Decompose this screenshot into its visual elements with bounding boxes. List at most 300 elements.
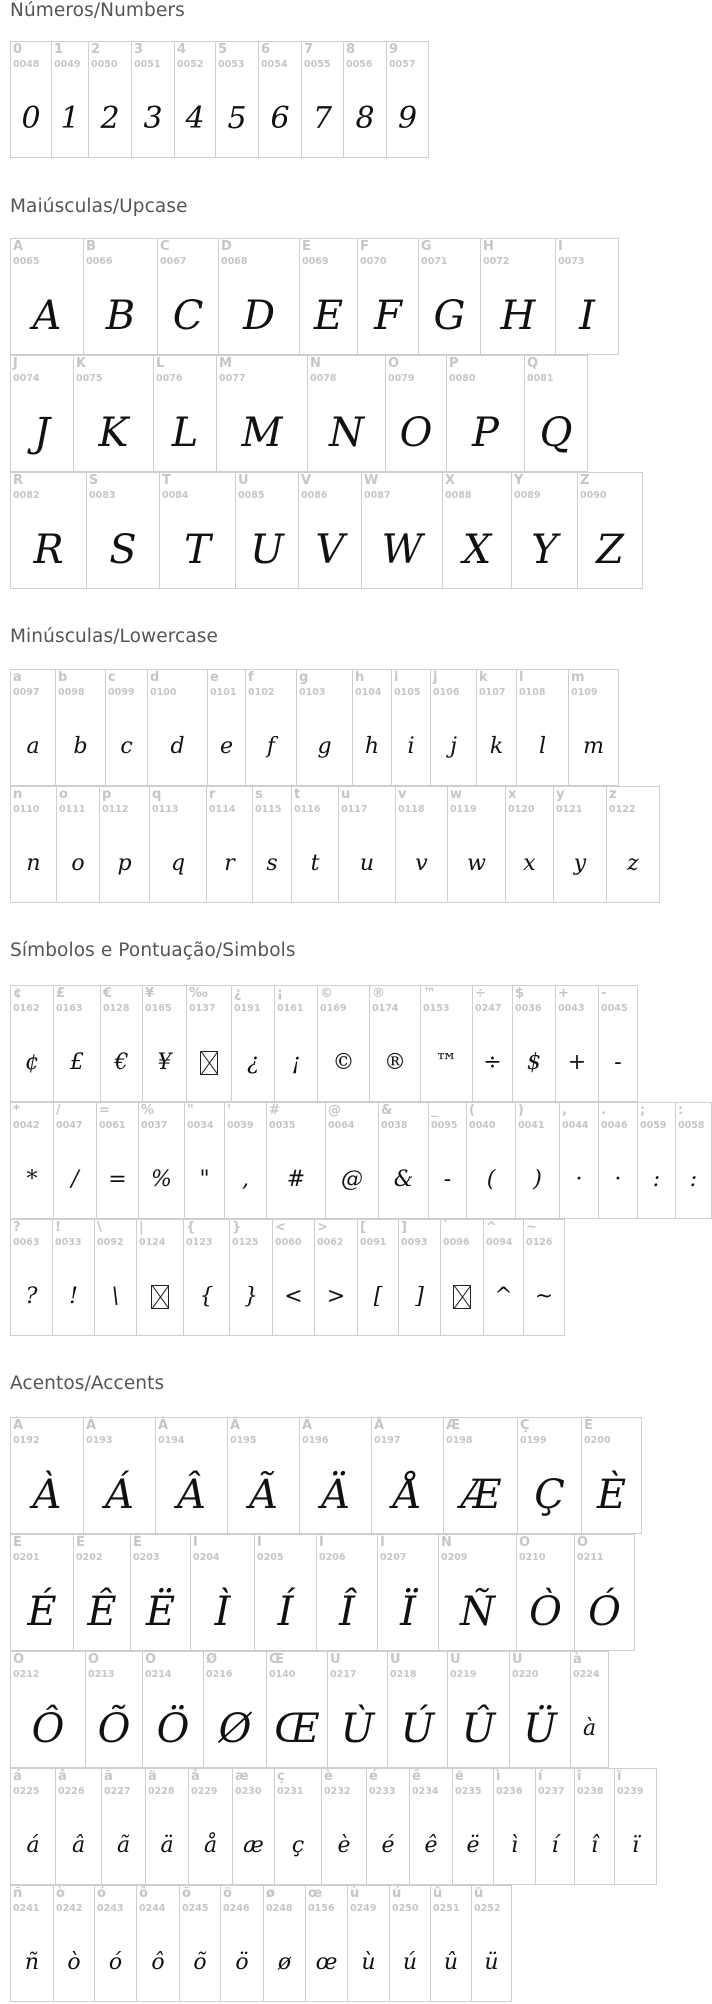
- character-code: 0195: [230, 1435, 257, 1446]
- character-code: 0237: [538, 1786, 565, 1797]
- character-code: 0113: [152, 804, 179, 815]
- glyph-cell: [153, 355, 217, 472]
- glyph-cell: [307, 355, 386, 472]
- character-code: 0137: [189, 1003, 216, 1014]
- character-code: 0076: [156, 373, 183, 384]
- glyph-preview: ç: [291, 1833, 305, 1858]
- character-label: â: [58, 1769, 67, 1784]
- character-label: d: [150, 670, 160, 685]
- glyph-preview: ": [199, 1167, 210, 1192]
- glyph-preview: ã: [116, 1833, 131, 1858]
- character-label: Ä: [302, 1418, 313, 1433]
- character-label: 9: [389, 42, 399, 57]
- glyph-preview: v: [415, 851, 428, 876]
- character-label: .: [601, 1103, 606, 1118]
- glyph-cell: [523, 1219, 565, 1336]
- glyph-cell: [553, 786, 607, 903]
- glyph-cell: [131, 41, 175, 158]
- character-label: ¡: [277, 986, 283, 1001]
- glyph-preview: c: [120, 734, 133, 759]
- character-label: k: [479, 670, 488, 685]
- character-code: 0085: [238, 490, 265, 501]
- glyph-preview: h: [364, 734, 380, 759]
- glyph-preview: U: [250, 526, 284, 573]
- character-code: 0197: [374, 1435, 401, 1446]
- glyph-cell: [559, 1102, 599, 1219]
- glyph-cell: [157, 238, 219, 355]
- glyph-cell: [472, 985, 513, 1102]
- glyph-cell: [637, 1102, 676, 1219]
- character-label: ¢: [13, 986, 23, 1001]
- character-code: 0037: [141, 1120, 168, 1131]
- character-label: @: [328, 1103, 341, 1118]
- glyph-cell: [357, 1219, 399, 1336]
- character-code: 0111: [59, 804, 86, 815]
- character-label: /: [56, 1103, 61, 1118]
- glyph-preview: ~: [534, 1284, 554, 1309]
- character-code: 0073: [558, 256, 585, 267]
- character-label: à: [573, 1652, 582, 1667]
- glyph-cell: [570, 1651, 609, 1768]
- glyph-preview: Ø: [218, 1705, 252, 1752]
- glyph-preview: 1: [60, 101, 80, 136]
- glyph-preview: ö: [235, 1950, 249, 1975]
- glyph-preview: ®: [384, 1050, 406, 1075]
- character-label: Ô: [13, 1652, 25, 1667]
- glyph-cell: [398, 1219, 441, 1336]
- character-label: Ò: [519, 1535, 531, 1550]
- character-code: 0241: [13, 1903, 40, 1914]
- glyph-row: [10, 238, 618, 355]
- character-label: Û: [450, 1652, 461, 1667]
- glyph-preview: j: [450, 734, 457, 759]
- character-code: 0087: [364, 490, 391, 501]
- glyph-preview: ú: [402, 1950, 418, 1975]
- glyph-preview: (: [486, 1167, 496, 1192]
- character-code: 0060: [275, 1237, 302, 1248]
- character-code: 0225: [13, 1786, 40, 1797]
- character-code: 0202: [76, 1552, 103, 1563]
- glyph-cell: [183, 1219, 230, 1336]
- character-label: I: [558, 239, 563, 254]
- glyph-preview: T: [184, 526, 211, 573]
- character-code: 0174: [372, 1003, 399, 1014]
- section-title: Acentos/Accents: [10, 1373, 165, 1394]
- character-code: 0191: [234, 1003, 261, 1014]
- glyph-cell: [105, 669, 148, 786]
- glyph-cell: [524, 355, 588, 472]
- character-code: 0097: [13, 687, 40, 698]
- character-label: J: [13, 356, 18, 371]
- character-code: 0066: [86, 256, 113, 267]
- character-label: %: [141, 1103, 155, 1118]
- glyph-preview: 2: [100, 101, 120, 136]
- glyph-preview: :: [689, 1167, 698, 1192]
- glyph-cell: [10, 1417, 84, 1534]
- character-code: 0140: [269, 1669, 296, 1680]
- glyph-cell: [207, 669, 246, 786]
- character-label: û: [433, 1886, 443, 1901]
- character-label: W: [364, 473, 379, 488]
- glyph-cell: [138, 1102, 185, 1219]
- glyph-row: [10, 1219, 564, 1336]
- glyph-preview: ó: [108, 1950, 123, 1975]
- glyph-cell: [325, 1102, 379, 1219]
- character-label: H: [483, 239, 494, 254]
- character-code: 0227: [104, 1786, 131, 1797]
- character-label: ù: [350, 1886, 360, 1901]
- character-code: 0239: [617, 1786, 644, 1797]
- character-label: Ì: [193, 1535, 198, 1550]
- character-code: 0214: [145, 1669, 172, 1680]
- glyph-cell: [483, 1219, 524, 1336]
- character-label: |: [139, 1220, 144, 1235]
- character-label: ñ: [13, 1886, 23, 1901]
- character-label: É: [13, 1535, 22, 1550]
- character-code: 0218: [390, 1669, 417, 1680]
- glyph-preview: I: [579, 292, 595, 339]
- glyph-preview: ê: [424, 1833, 438, 1858]
- character-label: B: [86, 239, 96, 254]
- glyph-cell: [136, 1885, 180, 2002]
- character-label: 5: [218, 42, 228, 57]
- glyph-cell: [10, 472, 87, 589]
- glyph-cell: [55, 669, 106, 786]
- glyph-preview: õ: [193, 1950, 207, 1975]
- character-label: á: [13, 1769, 22, 1784]
- character-code: 0209: [441, 1552, 468, 1563]
- character-code: 0196: [302, 1435, 329, 1446]
- character-code: 0193: [86, 1435, 113, 1446]
- character-label: X: [445, 473, 456, 488]
- character-label: Ø: [206, 1652, 218, 1667]
- glyph-cell: [130, 1534, 191, 1651]
- character-code: 0200: [584, 1435, 611, 1446]
- glyph-preview: H: [500, 292, 536, 339]
- character-code: 0071: [421, 256, 448, 267]
- glyph-preview: Ä: [321, 1471, 350, 1518]
- character-code: 0125: [232, 1237, 259, 1248]
- character-code: 0163: [56, 1003, 83, 1014]
- character-code: 0045: [601, 1003, 628, 1014]
- glyph-cell: [675, 1102, 712, 1219]
- character-label: ô: [139, 1886, 148, 1901]
- glyph-cell: [83, 238, 158, 355]
- character-label: f: [248, 670, 254, 685]
- glyph-preview: Ñ: [460, 1588, 495, 1635]
- glyph-preview: Ï: [400, 1588, 416, 1635]
- glyph-preview: ™: [435, 1050, 458, 1075]
- character-code: 0244: [139, 1903, 166, 1914]
- character-label: ä: [148, 1769, 157, 1784]
- character-label: b: [58, 670, 68, 685]
- glyph-row: [10, 1768, 656, 1885]
- glyph-cell: [53, 1102, 97, 1219]
- glyph-preview: ¡: [291, 1050, 301, 1075]
- glyph-preview: =: [108, 1167, 127, 1192]
- glyph-preview: i: [407, 734, 415, 759]
- glyph-preview: M: [241, 409, 283, 456]
- glyph-cell: [452, 1768, 494, 1885]
- character-label: ú: [392, 1886, 402, 1901]
- character-code: 0101: [210, 687, 237, 698]
- glyph-preview: q: [170, 851, 186, 876]
- character-label: €: [103, 986, 113, 1001]
- character-label: 2: [91, 42, 101, 57]
- glyph-cell: [606, 786, 660, 903]
- character-code: 0055: [304, 59, 331, 70]
- glyph-preview: -: [614, 1050, 622, 1075]
- character-code: 0126: [526, 1237, 553, 1248]
- character-label: q: [152, 787, 162, 802]
- glyph-preview: [441, 1258, 483, 1335]
- glyph-cell: [272, 1219, 315, 1336]
- glyph-cell: [291, 786, 339, 903]
- character-code: 0219: [450, 1669, 477, 1680]
- character-label: 3: [134, 42, 144, 57]
- character-code: 0216: [206, 1669, 233, 1680]
- character-label: ': [227, 1103, 231, 1118]
- character-label: ~: [526, 1220, 537, 1235]
- glyph-preview: è: [337, 1833, 351, 1858]
- glyph-cell: [515, 1102, 560, 1219]
- glyph-cell: [301, 41, 344, 158]
- character-code: 0234: [412, 1786, 439, 1797]
- glyph-preview: t: [310, 851, 320, 876]
- character-label: è: [324, 1769, 333, 1784]
- glyph-cell: [447, 1651, 510, 1768]
- glyph-cell: [357, 238, 419, 355]
- glyph-preview: Î: [339, 1588, 355, 1635]
- character-label: ê: [412, 1769, 421, 1784]
- glyph-cell: [361, 472, 443, 589]
- character-label: l: [519, 670, 524, 685]
- glyph-preview: ÷: [483, 1050, 502, 1075]
- character-code: 0108: [519, 687, 546, 698]
- character-label: Ë: [133, 1535, 142, 1550]
- glyph-preview: f: [266, 734, 276, 759]
- glyph-preview: !: [69, 1284, 78, 1309]
- character-code: 0248: [266, 1903, 293, 1914]
- glyph-cell: [418, 238, 481, 355]
- missing-glyph-icon: [151, 1285, 169, 1309]
- character-label: i: [394, 670, 399, 685]
- glyph-preview: ñ: [24, 1950, 40, 1975]
- character-label: ì: [496, 1769, 501, 1784]
- character-label: Z: [580, 473, 590, 488]
- section-title: Maiúsculas/Upcase: [10, 196, 188, 217]
- glyph-preview: Ë: [145, 1588, 176, 1635]
- character-code: 0228: [148, 1786, 175, 1797]
- character-label: T: [162, 473, 171, 488]
- glyph-preview: Ò: [529, 1588, 562, 1635]
- character-label: &: [381, 1103, 393, 1118]
- glyph-cell: [430, 1885, 472, 2002]
- character-code: 0099: [108, 687, 135, 698]
- character-code: 0078: [310, 373, 337, 384]
- character-code: 0047: [56, 1120, 83, 1131]
- glyph-cell: [299, 238, 358, 355]
- glyph-cell: [232, 1768, 275, 1885]
- glyph-cell: [10, 1102, 54, 1219]
- glyph-preview: R: [33, 526, 64, 573]
- glyph-cell: [395, 786, 448, 903]
- glyph-preview: E: [313, 292, 344, 339]
- glyph-preview: z: [627, 851, 639, 876]
- glyph-cell: [298, 472, 362, 589]
- character-label: y: [556, 787, 565, 802]
- character-code: 0115: [255, 804, 282, 815]
- character-label: \: [97, 1220, 102, 1235]
- glyph-cell: [83, 1417, 156, 1534]
- character-label: ø: [266, 1886, 275, 1901]
- glyph-cell: [430, 669, 477, 786]
- character-code: 0213: [88, 1669, 115, 1680]
- glyph-cell: [347, 1885, 390, 2002]
- glyph-cell: [428, 1102, 467, 1219]
- character-label: M: [219, 356, 232, 371]
- character-label: Œ: [269, 1652, 285, 1667]
- glyph-preview: €: [114, 1050, 129, 1075]
- glyph-cell: [86, 472, 160, 589]
- glyph-preview: g: [317, 734, 332, 759]
- glyph-cell: [480, 238, 556, 355]
- glyph-preview: ü: [484, 1950, 499, 1975]
- character-label: P: [449, 356, 459, 371]
- glyph-preview: J: [33, 409, 51, 456]
- glyph-preview: N: [329, 409, 364, 456]
- character-code: 0230: [235, 1786, 262, 1797]
- glyph-preview: ·: [575, 1167, 583, 1192]
- glyph-preview: É: [27, 1588, 57, 1635]
- glyph-cell: [224, 1102, 267, 1219]
- character-code: 0080: [449, 373, 476, 384]
- character-label: 7: [304, 42, 314, 57]
- character-label: S: [89, 473, 99, 488]
- character-label: :: [678, 1103, 684, 1118]
- glyph-cell: [142, 1651, 204, 1768]
- glyph-preview: Ã: [249, 1471, 278, 1518]
- character-label: Í: [257, 1535, 262, 1550]
- character-label: Ü: [512, 1652, 523, 1667]
- character-code: 0236: [496, 1786, 523, 1797]
- character-code: 0247: [475, 1003, 502, 1014]
- glyph-cell: [535, 1768, 575, 1885]
- character-label: u: [341, 787, 351, 802]
- character-label: n: [13, 787, 23, 802]
- character-code: 0123: [186, 1237, 213, 1248]
- character-label: j: [433, 670, 438, 685]
- character-code: 0235: [455, 1786, 482, 1797]
- character-code: 0077: [219, 373, 246, 384]
- character-code: 0128: [103, 1003, 130, 1014]
- character-label: 6: [261, 42, 271, 57]
- glyph-preview: @: [341, 1167, 363, 1192]
- glyph-preview: L: [171, 409, 199, 456]
- glyph-cell: [555, 238, 619, 355]
- glyph-cell: [220, 1885, 264, 2002]
- character-code: 0061: [99, 1120, 126, 1131]
- character-label: í: [538, 1769, 543, 1784]
- character-label: K: [76, 356, 87, 371]
- character-code: 0198: [446, 1435, 473, 1446]
- glyph-preview: Ç: [534, 1471, 565, 1518]
- glyph-cell: [509, 1651, 571, 1768]
- glyph-preview: $: [527, 1050, 541, 1075]
- character-code: 0052: [177, 59, 204, 70]
- glyph-cell: [252, 786, 292, 903]
- character-code: 0048: [13, 59, 40, 70]
- glyph-preview: /: [71, 1167, 79, 1192]
- glyph-cell: [155, 1417, 228, 1534]
- character-label: o: [59, 787, 68, 802]
- character-label: D: [221, 239, 232, 254]
- character-code: 0069: [302, 256, 329, 267]
- character-label: Î: [319, 1535, 324, 1550]
- glyph-preview: :: [652, 1167, 661, 1192]
- glyph-cell: [85, 1651, 143, 1768]
- character-code: 0161: [277, 1003, 304, 1014]
- glyph-preview: ¢: [25, 1050, 39, 1075]
- character-code: 0091: [360, 1237, 387, 1248]
- character-label: ): [518, 1103, 524, 1118]
- character-code: 0036: [515, 1003, 542, 1014]
- glyph-cell: [10, 669, 56, 786]
- glyph-cell: [385, 355, 447, 472]
- glyph-preview: [: [373, 1284, 383, 1309]
- character-code: 0229: [191, 1786, 218, 1797]
- glyph-preview: 4: [185, 101, 205, 136]
- glyph-cell: [10, 1651, 86, 1768]
- glyph-cell: [73, 355, 154, 472]
- glyph-cell: [206, 786, 253, 903]
- glyph-preview: ¿: [247, 1050, 259, 1075]
- character-code: 0117: [341, 804, 368, 815]
- character-label: h: [355, 670, 365, 685]
- glyph-preview: Å: [393, 1471, 422, 1518]
- character-code: 0092: [97, 1237, 124, 1248]
- glyph-preview: 3: [143, 101, 163, 136]
- character-label: =: [99, 1103, 110, 1118]
- character-label: Á: [86, 1418, 97, 1433]
- character-code: 0095: [431, 1120, 458, 1131]
- character-code: 0062: [317, 1237, 344, 1248]
- character-code: 0070: [360, 256, 387, 267]
- character-code: 0103: [299, 687, 326, 698]
- glyph-cell: [101, 1768, 146, 1885]
- character-code: 0050: [91, 59, 118, 70]
- glyph-preview: í: [551, 1833, 559, 1858]
- glyph-preview: î: [590, 1833, 599, 1858]
- glyph-preview: 5: [227, 101, 247, 136]
- glyph-preview: b: [73, 734, 88, 759]
- glyph-cell: [190, 1534, 255, 1651]
- glyph-preview: Y: [531, 526, 558, 573]
- character-label: ?: [13, 1220, 21, 1235]
- character-code: 0226: [58, 1786, 85, 1797]
- character-label: Ú: [390, 1652, 401, 1667]
- glyph-preview: Â: [177, 1471, 206, 1518]
- character-label: F: [360, 239, 369, 254]
- character-label: s: [255, 787, 263, 802]
- glyph-preview: È: [596, 1471, 627, 1518]
- character-label: õ: [182, 1886, 191, 1901]
- glyph-cell: [145, 1768, 189, 1885]
- section-title: Números/Numbers: [10, 0, 185, 21]
- glyph-preview: ©: [332, 1050, 355, 1075]
- glyph-cell: [446, 355, 525, 472]
- character-code: 0114: [209, 804, 236, 815]
